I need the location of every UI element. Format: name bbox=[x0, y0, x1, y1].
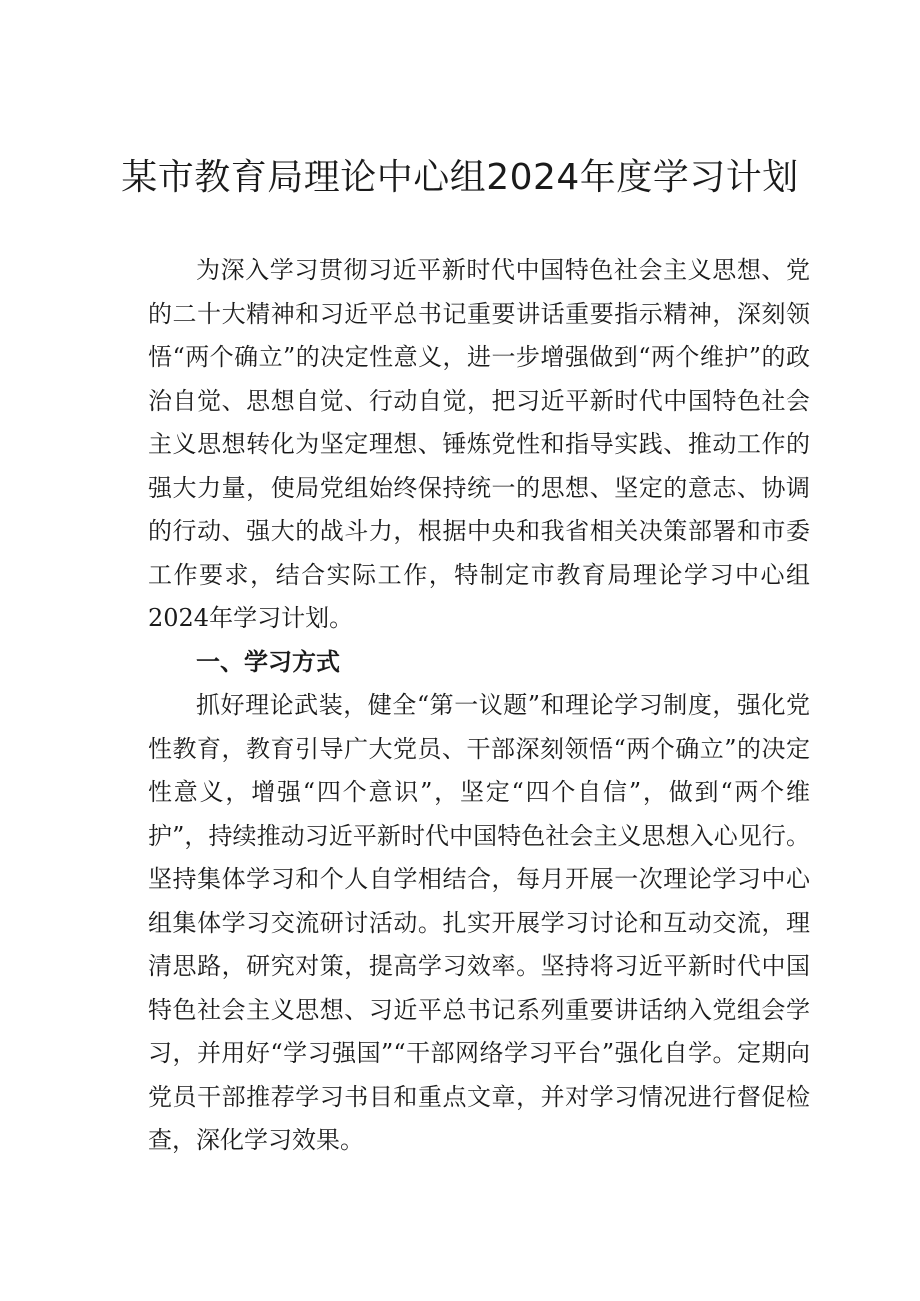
section-paragraph: 抓好理论武装，健全“第一议题”和理论学习制度，强化党性教育，教育引导广大党员、干部深刻领悟“两个确立”的决定性意义，增强“四个意识”，坚定“四个自信”，做到“两个维护”，持续推动习近平新时代中国特色社会主义思想入心见行。坚持集体学习和个人自学相结合，每月开展一次理论学习中心组集体学习交流研讨活动。扎实开展学习讨论和互动交流，理清思路，研究对策，提高学习效率。坚持将习近平新时代中国特色社会主义思想、习近平总书记系列重要讲话纳入党组会学习，并用好“学习强国”“干部网络学习平台”强化自学。定期向党员干部推荐学习书目和重点文章，并对学习情况进行督促检查，深化学习效果。 bbox=[148, 691, 810, 1154]
document-body bbox=[148, 249, 810, 1163]
section-heading: 一、学习方式 bbox=[196, 647, 340, 676]
intro-paragraph: 为深入学习贯彻习近平新时代中国特色社会主义思想、党的二十大精神和习近平总书记重要讲话重要指示精神，深刻领悟“两个确立”的决定性意义，进一步增强做到“两个维护”的政治自觉、思想自觉、行动自觉，把习近平新时代中国特色社会主义思想转化为坚定理想、锤炼党性和指导实践、推动工作的强大力量，使局党组始终保持统一的思想、坚定的意志、协调的行动、强大的战斗力，根据中央和我省相关决策部署和市委工作要求，结合实际工作，特制定市教育局理论学习中心组2024年学习计划。 bbox=[148, 256, 810, 632]
document-title: 某市教育局理论中心组2024年度学习计划 bbox=[121, 157, 799, 198]
